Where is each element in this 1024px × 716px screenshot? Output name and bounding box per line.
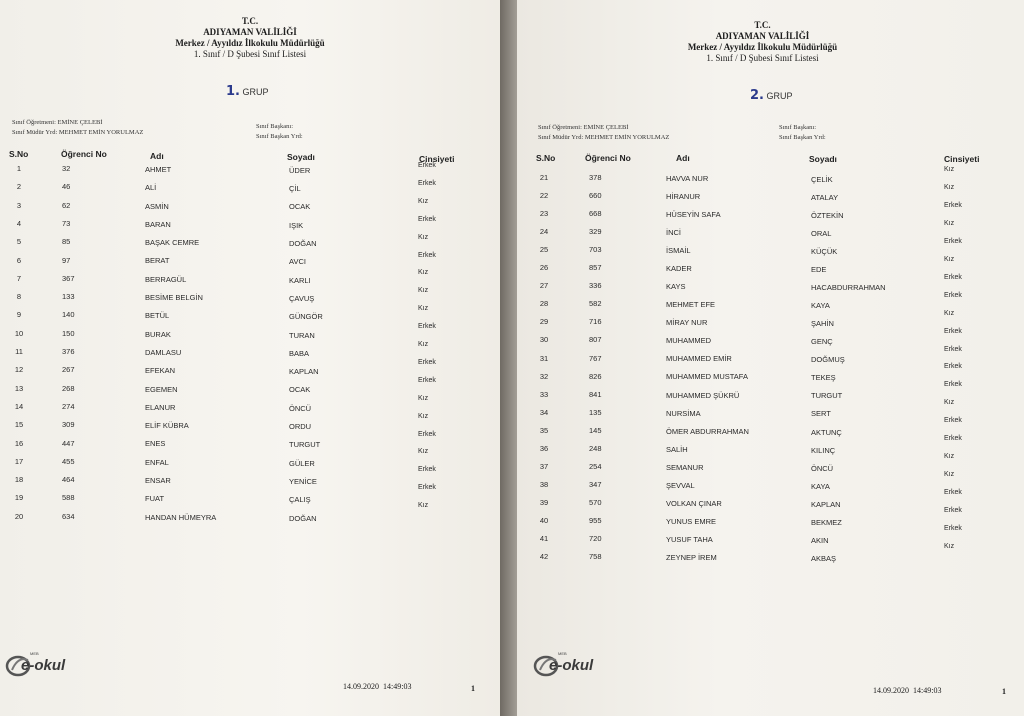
row-gender: Erkek <box>418 466 436 474</box>
row-student-no: 857 <box>589 263 602 273</box>
row-gender: Erkek <box>418 162 436 169</box>
row-name: ELİF KÜBRA <box>145 421 189 431</box>
meta-right-2 <box>779 123 826 143</box>
row-student-no: 570 <box>589 497 602 507</box>
row-surname: AKBAŞ <box>811 553 837 563</box>
row-sno: 39 <box>539 497 549 507</box>
footer-timestamp-2 <box>873 686 941 695</box>
row-surname: ÇELİK <box>811 174 833 184</box>
row-name: MUHAMMED MUSTAFA <box>666 372 748 382</box>
header-class-2: 1. Sınıf / D Şubesi Sınıf Listesi <box>706 53 819 63</box>
row-student-no: 807 <box>589 335 602 345</box>
row-surname: GÜLER <box>289 458 315 468</box>
row-name: ŞEVVAL <box>666 480 695 490</box>
row-surname: TEKEŞ <box>811 373 836 383</box>
row-name: HAVVA NUR <box>666 173 709 183</box>
row-sno: 27 <box>539 281 549 291</box>
row-student-no: 133 <box>62 292 75 302</box>
row-sno: 32 <box>539 371 549 381</box>
row-surname: KAYA <box>811 301 830 311</box>
row-sno: 1 <box>16 164 22 173</box>
row-name: VOLKAN ÇINAR <box>666 498 722 508</box>
row-name: ASMİN <box>145 201 169 211</box>
row-student-no: 32 <box>62 164 71 173</box>
teacher-line: Sınıf Öğretmeni: EMİNE ÇELEBİ <box>12 119 103 126</box>
row-sno: 16 <box>14 438 24 448</box>
row-name: AHMET <box>145 164 172 174</box>
row-sno: 31 <box>539 353 549 363</box>
class-president-line-2: Sınıf Başkanı: <box>779 124 817 131</box>
row-name: BETÜL <box>145 311 170 321</box>
row-gender: Erkek <box>944 525 962 532</box>
row-name: BURAK <box>145 329 171 339</box>
row-name: BERRAGÜL <box>145 274 187 284</box>
footer-page-number-2: 1 <box>1002 687 1006 696</box>
row-sno: 37 <box>539 461 549 471</box>
row-student-no: 955 <box>589 515 602 525</box>
group-title-2 <box>750 88 793 103</box>
row-gender: Kız <box>944 542 955 550</box>
assistant-principal-line: Sınıf Müdür Yrd: MEHMET EMİN YORULMAZ <box>12 129 144 136</box>
row-sno: 13 <box>14 383 24 393</box>
row-gender: Erkek <box>418 179 436 187</box>
row-sno: 23 <box>539 209 549 219</box>
row-gender: Kız <box>944 309 955 317</box>
row-surname: OCAK <box>289 385 311 395</box>
row-surname: EDE <box>811 265 827 275</box>
row-surname: ÇALIŞ <box>289 495 311 505</box>
row-name: BAŞAK CEMRE <box>145 238 200 248</box>
row-sno: 38 <box>539 479 549 489</box>
teacher-line-2: Sınıf Öğretmeni: EMİNE ÇELEBİ <box>538 124 629 131</box>
row-student-no: 248 <box>589 443 602 453</box>
row-gender: Erkek <box>944 489 962 497</box>
row-surname: OCAK <box>289 202 311 212</box>
row-surname: ÇAVUŞ <box>289 293 315 303</box>
row-gender: Erkek <box>944 363 962 371</box>
row-surname: BABA <box>289 348 310 358</box>
row-sno: 26 <box>539 263 549 273</box>
row-student-no: 378 <box>589 173 602 182</box>
class-president-line: Sınıf Başkanı: <box>256 123 294 130</box>
row-student-no: 455 <box>62 456 75 466</box>
row-surname: HACABDURRAHMAN <box>811 283 886 293</box>
row-sno: 19 <box>14 493 24 503</box>
row-gender: Erkek <box>944 273 962 281</box>
row-student-no: 268 <box>62 383 75 393</box>
header-governorship: ADIYAMAN VALİLİĞİ <box>203 27 297 37</box>
row-surname: SERT <box>811 409 831 419</box>
col-header-student-no-2: Öğrenci No <box>585 153 631 163</box>
row-sno: 4 <box>16 218 22 228</box>
row-name: BARAN <box>145 219 171 229</box>
row-gender: Kız <box>418 448 429 456</box>
row-gender: Erkek <box>944 345 962 353</box>
header-tc-2: T.C. <box>754 20 771 30</box>
row-gender: Kız <box>418 233 429 241</box>
col-header-student-no: Öğrenci No <box>61 149 107 159</box>
row-sno: 17 <box>14 456 24 466</box>
col-header-sno: S.No <box>9 149 29 159</box>
row-student-no: 267 <box>62 365 75 375</box>
row-sno: 36 <box>539 443 549 453</box>
row-student-no: 634 <box>62 511 75 521</box>
row-sno: 20 <box>14 511 24 521</box>
row-sno: 5 <box>16 237 22 247</box>
footer-page-number: 1 <box>471 684 475 693</box>
row-gender: Erkek <box>944 435 962 443</box>
row-surname: YENİCE <box>289 476 317 486</box>
row-gender: Kız <box>418 394 429 402</box>
row-sno: 29 <box>539 317 549 327</box>
row-gender: Erkek <box>944 201 962 209</box>
row-sno: 15 <box>14 420 24 430</box>
footer-date: 14.09.2020 <box>343 682 379 691</box>
row-student-no: 336 <box>589 281 602 291</box>
row-name: ALİ <box>145 183 157 193</box>
document-header <box>0 16 500 60</box>
row-gender: Erkek <box>418 251 436 259</box>
row-gender: Erkek <box>944 507 962 515</box>
row-surname: AKTUNÇ <box>811 427 842 437</box>
page-gap <box>500 0 517 716</box>
row-gender: Kız <box>418 269 429 277</box>
logo-meb-text: MEB <box>30 651 39 656</box>
logo-text: e-okul <box>21 657 66 674</box>
row-name: BESİME BELGİN <box>145 293 203 302</box>
row-gender: Erkek <box>418 323 436 331</box>
row-student-no: 668 <box>589 209 602 219</box>
row-name: ZEYNEP İREM <box>666 552 717 562</box>
row-sno: 11 <box>15 347 23 356</box>
row-surname: AKIN <box>811 535 829 545</box>
row-name: EGEMEN <box>145 384 178 394</box>
row-sno: 10 <box>14 328 24 338</box>
header-class: 1. Sınıf / D Şubesi Sınıf Listesi <box>193 49 307 59</box>
row-student-no: 254 <box>589 461 602 471</box>
row-name: YUSUF TAHA <box>666 534 713 544</box>
row-student-no: 767 <box>589 353 602 363</box>
row-sno: 41 <box>539 534 549 543</box>
e-okul-logo-2 <box>532 648 602 682</box>
row-gender: Kız <box>418 502 429 510</box>
row-surname: ÜDER <box>289 165 311 175</box>
header-governorship-2: ADIYAMAN VALİLİĞİ <box>715 31 810 41</box>
group-title <box>226 84 269 99</box>
row-sno: 12 <box>14 365 24 375</box>
row-student-no: 716 <box>589 317 602 327</box>
row-student-no: 329 <box>589 227 602 237</box>
row-gender: Kız <box>944 219 955 227</box>
row-name: MUHAMMED ŞÜKRÜ <box>666 390 740 400</box>
footer-time: 14:49:03 <box>383 682 412 691</box>
row-surname: KARLI <box>289 275 311 285</box>
row-surname: GÜNGÖR <box>289 312 323 322</box>
class-vice-president-line-2: Sınıf Başkan Yrd: <box>779 134 826 141</box>
e-okul-logo <box>4 648 74 682</box>
row-surname: BEKMEZ <box>811 517 842 527</box>
row-student-no: 145 <box>589 425 602 435</box>
row-student-no: 447 <box>62 438 75 448</box>
row-name: HANDAN HÜMEYRA <box>145 512 217 522</box>
row-gender: Kız <box>944 166 955 173</box>
row-surname: IŞIK <box>289 220 304 230</box>
row-gender: Kız <box>418 341 429 348</box>
row-student-no: 46 <box>62 182 71 192</box>
row-sno: 9 <box>16 310 22 320</box>
meta-left-2 <box>538 123 669 143</box>
row-surname: GENÇ <box>811 337 833 347</box>
row-name: SEMANUR <box>666 462 704 472</box>
row-surname: ORDU <box>289 422 312 431</box>
row-surname: KILINÇ <box>811 445 836 455</box>
col-header-gender-2: Cinsiyeti <box>944 154 980 164</box>
row-gender: Erkek <box>418 376 436 384</box>
row-student-no: 758 <box>589 552 602 562</box>
row-sno: 28 <box>539 299 549 309</box>
row-surname: TURGUT <box>289 440 321 450</box>
row-student-no: 97 <box>62 255 71 265</box>
col-header-name-2: Adı <box>676 153 690 163</box>
meta-right <box>256 122 303 142</box>
row-gender: Kız <box>418 305 429 313</box>
row-gender: Erkek <box>418 358 436 366</box>
group-label: GRUP <box>242 87 269 97</box>
col-header-surname-2: Soyadı <box>809 154 837 164</box>
row-sno: 30 <box>539 335 549 345</box>
row-name: MEHMET EFE <box>666 300 716 310</box>
row-gender: Erkek <box>944 237 962 245</box>
row-student-no: 62 <box>62 200 71 210</box>
row-gender: Kız <box>944 453 955 461</box>
row-name: KADER <box>666 264 692 274</box>
group-number-handwritten-2: 2. <box>750 88 764 103</box>
row-gender: Kız <box>418 287 429 295</box>
col-header-sno-2: S.No <box>536 153 556 163</box>
row-student-no: 582 <box>589 299 602 309</box>
group-label-2: GRUP <box>766 91 793 101</box>
logo-meb-text-2: MEB <box>558 651 567 656</box>
row-student-no: 720 <box>589 534 602 543</box>
row-sno: 8 <box>16 292 22 302</box>
row-name: FUAT <box>145 494 165 504</box>
row-surname: ÇİL <box>289 184 301 194</box>
row-name: SALİH <box>666 444 688 454</box>
row-name: ÖMER ABDURRAHMAN <box>666 426 749 436</box>
row-gender: Kız <box>944 399 955 407</box>
row-gender: Erkek <box>418 430 436 438</box>
row-gender: Erkek <box>944 381 962 389</box>
row-name: KAYS <box>666 282 686 292</box>
row-name: MUHAMMED <box>666 336 711 346</box>
row-sno: 3 <box>16 200 22 210</box>
row-student-no: 150 <box>62 328 75 338</box>
row-gender: Erkek <box>418 484 436 492</box>
row-surname: ÖNCÜ <box>811 463 834 473</box>
row-student-no: 588 <box>62 493 75 503</box>
row-student-no: 135 <box>589 407 602 417</box>
row-surname: KAPLAN <box>811 499 841 509</box>
row-surname: KAPLAN <box>289 367 319 377</box>
row-sno: 7 <box>16 273 22 283</box>
row-surname: DOĞAN <box>289 239 317 248</box>
row-surname: TURGUT <box>811 391 843 401</box>
row-surname: ÖNCÜ <box>289 403 312 413</box>
row-student-no: 73 <box>62 218 71 228</box>
row-name: DAMLASU <box>145 347 182 357</box>
row-surname: DOĞMUŞ <box>811 355 845 365</box>
row-surname: ATALAY <box>811 192 839 202</box>
row-student-no: 841 <box>589 389 602 399</box>
row-sno: 42 <box>539 552 549 562</box>
row-surname: TURAN <box>289 330 315 340</box>
row-name: HÜSEYİN SAFA <box>666 210 721 219</box>
document-header-2 <box>517 20 1016 64</box>
row-surname: ÖZTEKİN <box>811 210 844 220</box>
row-gender: Erkek <box>944 417 962 425</box>
row-sno: 25 <box>539 245 549 255</box>
row-sno: 33 <box>539 389 549 399</box>
row-student-no: 85 <box>62 237 71 247</box>
col-header-name: Adı <box>150 151 164 161</box>
row-surname: ORAL <box>811 228 832 238</box>
assistant-principal-line-2: Sınıf Müdür Yrd: MEHMET EMİN YORULMAZ <box>538 134 670 141</box>
row-gender: Kız <box>944 255 955 263</box>
row-name: ENFAL <box>145 457 169 467</box>
header-tc: T.C. <box>241 16 259 26</box>
row-name: ELANUR <box>145 402 176 412</box>
row-name: YUNUS EMRE <box>666 516 717 526</box>
row-sno: 21 <box>539 173 549 182</box>
row-student-no: 140 <box>62 310 75 320</box>
row-gender: Kız <box>418 412 429 420</box>
row-sno: 24 <box>539 227 549 237</box>
row-sno: 22 <box>539 191 549 201</box>
row-name: İNCİ <box>666 228 681 238</box>
row-name: ENES <box>145 439 166 449</box>
row-surname: AVCI <box>289 257 306 267</box>
row-name: EFEKAN <box>145 366 176 376</box>
class-vice-president-line: Sınıf Başkan Yrd: <box>256 133 303 140</box>
row-name: HİRANUR <box>666 191 701 201</box>
group-number-handwritten: 1. <box>226 84 240 99</box>
row-student-no: 464 <box>62 475 75 485</box>
row-sno: 14 <box>14 401 24 411</box>
row-sno: 34 <box>539 407 549 417</box>
row-gender: Kız <box>944 183 955 191</box>
row-name: BERAT <box>145 256 170 266</box>
row-surname: KAYA <box>811 481 830 491</box>
row-student-no: 309 <box>62 420 75 430</box>
class-list-page-2 <box>517 0 1024 716</box>
row-student-no: 376 <box>62 347 75 356</box>
row-student-no: 660 <box>589 191 602 201</box>
row-student-no: 826 <box>589 371 602 381</box>
row-name: MİRAY NUR <box>666 318 708 328</box>
row-gender: Erkek <box>944 291 962 299</box>
row-name: MUHAMMED EMİR <box>666 354 732 364</box>
row-name: ENSAR <box>145 476 171 485</box>
footer-timestamp <box>343 682 411 691</box>
footer-time-2: 14:49:03 <box>913 686 942 695</box>
row-sno: 18 <box>14 475 24 485</box>
row-gender: Kız <box>418 197 429 205</box>
meta-left <box>12 118 143 138</box>
row-student-no: 367 <box>62 273 75 283</box>
row-student-no: 703 <box>589 245 602 255</box>
row-gender: Kız <box>944 471 955 479</box>
footer-date-2: 14.09.2020 <box>873 686 909 695</box>
row-surname: ŞAHİN <box>811 319 834 329</box>
row-student-no: 274 <box>62 401 75 411</box>
row-surname: KÜÇÜK <box>811 247 838 256</box>
row-surname: DOĞAN <box>289 513 317 523</box>
row-sno: 35 <box>539 425 549 435</box>
row-name: İSMAİL <box>666 246 691 256</box>
header-school-2: Merkez / Ayyıldız İlkokulu Müdürlüğü <box>687 42 838 52</box>
row-gender: Erkek <box>418 215 436 223</box>
row-sno: 6 <box>16 255 22 265</box>
logo-text-2: e-okul <box>549 657 594 674</box>
class-list-page-1 <box>0 0 500 716</box>
row-gender: Erkek <box>944 327 962 335</box>
header-school: Merkez / Ayyıldız İlkokulu Müdürlüğü <box>175 38 325 48</box>
col-header-surname: Soyadı <box>287 152 315 162</box>
row-name: NURSİMA <box>666 408 701 418</box>
col-header-gender: Cinsiyeti <box>419 154 455 164</box>
row-sno: 2 <box>16 182 22 192</box>
row-sno: 40 <box>539 515 549 525</box>
row-student-no: 347 <box>589 479 602 489</box>
